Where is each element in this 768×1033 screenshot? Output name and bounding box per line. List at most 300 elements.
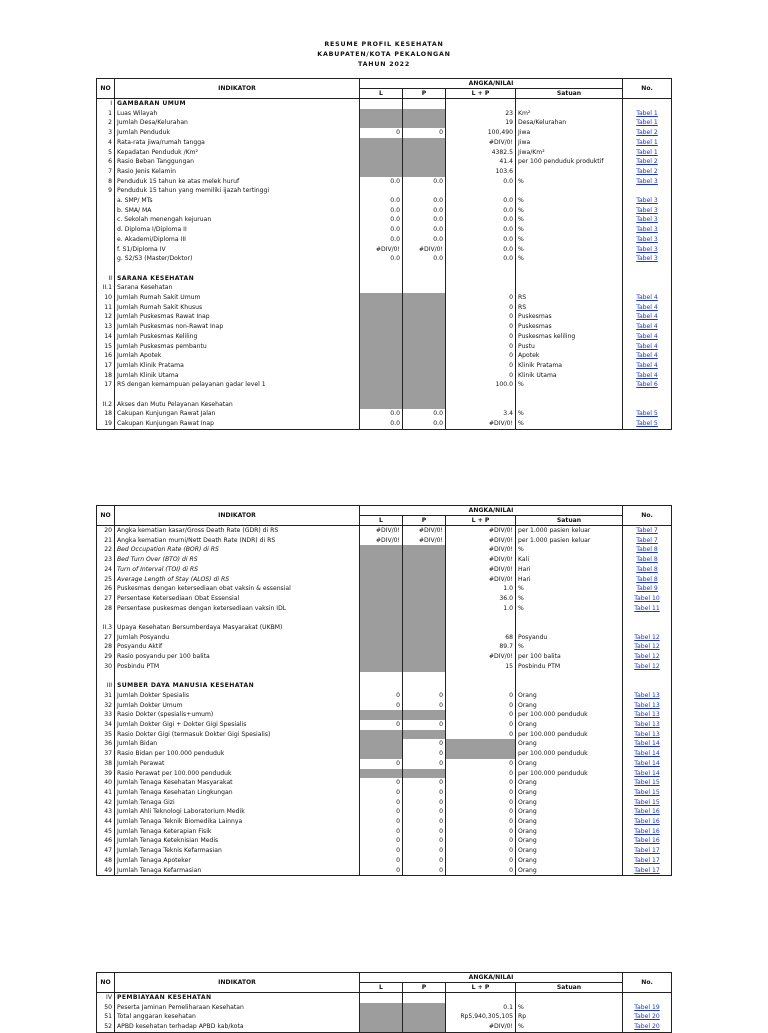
header-lampiran: No.: [623, 973, 672, 993]
row-indicator: Akses dan Mutu Pelayanan Kesehatan: [115, 400, 360, 410]
value-l: [360, 380, 403, 390]
row-indicator: Jumlah Apotek: [115, 351, 360, 361]
value-l: [360, 157, 403, 167]
row-indicator: Jumlah Tenaga Kesehatan Masyarakat: [115, 778, 360, 788]
value-satuan: per 100.000 penduduk: [516, 730, 623, 740]
table-row: [97, 565, 672, 575]
table-row: [97, 1003, 672, 1013]
lampiran-link[interactable]: Tabel 13: [623, 710, 672, 720]
row-number: [97, 390, 115, 400]
lampiran-link[interactable]: Tabel 4: [623, 312, 672, 322]
lampiran-link: [623, 672, 672, 682]
value-lp: 41.4: [446, 157, 516, 167]
table-row: [97, 652, 672, 662]
lampiran-link: [623, 623, 672, 633]
value-lp: [446, 400, 516, 410]
row-number: 7: [97, 167, 115, 177]
row-indicator: Jumlah Tenaga Teknik Biomedika Lainnya: [115, 817, 360, 827]
lampiran-link[interactable]: Tabel 19: [623, 1003, 672, 1013]
value-p: [403, 99, 446, 109]
lampiran-link[interactable]: Tabel 17: [623, 846, 672, 856]
table-row: [97, 993, 672, 1003]
row-number: 42: [97, 798, 115, 808]
row-number: 17: [97, 361, 115, 371]
value-lp: 0: [446, 778, 516, 788]
table-row: [97, 322, 672, 332]
row-indicator: [115, 390, 360, 400]
value-satuan: %: [516, 245, 623, 255]
table-row: [97, 380, 672, 390]
lampiran-link[interactable]: Tabel 16: [623, 827, 672, 837]
row-indicator: Rasio Perawat per 100.000 penduduk: [115, 769, 360, 779]
row-indicator: Sarana Kesehatan: [115, 283, 360, 293]
header-p: P: [403, 516, 446, 526]
table-row: [97, 303, 672, 313]
lampiran-link[interactable]: Tabel 11: [623, 604, 672, 614]
value-p: 0: [403, 836, 446, 846]
value-l: [360, 749, 403, 759]
value-lp: [446, 283, 516, 293]
value-lp: 100,490: [446, 128, 516, 138]
value-satuan: %: [516, 196, 623, 206]
row-indicator: Rasio posyandu per 100 balita: [115, 652, 360, 662]
table-row: [97, 254, 672, 264]
value-p: 0: [403, 749, 446, 759]
lampiran-link[interactable]: Tabel 8: [623, 545, 672, 555]
lampiran-link[interactable]: Tabel 4: [623, 342, 672, 352]
row-indicator: Peserta Jaminan Pemeliharaan Kesehatan: [115, 1003, 360, 1013]
value-l: [360, 1012, 403, 1022]
row-indicator: Cakupan Kunjungan Rawat Inap: [115, 419, 360, 429]
row-indicator: c. Sekolah menengah kejuruan: [115, 215, 360, 225]
value-lp: 0: [446, 293, 516, 303]
value-l: 0: [360, 866, 403, 876]
value-lp: 0: [446, 817, 516, 827]
table-row: [97, 148, 672, 158]
value-p: 0: [403, 846, 446, 856]
lampiran-link[interactable]: Tabel 20: [623, 1022, 672, 1032]
lampiran-link[interactable]: Tabel 3: [623, 196, 672, 206]
lampiran-link[interactable]: Tabel 10: [623, 594, 672, 604]
lampiran-link[interactable]: Tabel 15: [623, 798, 672, 808]
row-number: 49: [97, 866, 115, 876]
value-p: [403, 342, 446, 352]
table-section-2: [96, 505, 671, 876]
value-satuan: Jiwa: [516, 128, 623, 138]
table-row: [97, 730, 672, 740]
lampiran-link[interactable]: Tabel 4: [623, 293, 672, 303]
row-number: 20: [97, 526, 115, 536]
value-satuan: %: [516, 206, 623, 216]
value-satuan: [516, 274, 623, 284]
value-p: [403, 623, 446, 633]
row-number: 29: [97, 652, 115, 662]
value-l: [360, 283, 403, 293]
row-number: [97, 215, 115, 225]
value-p: 0: [403, 128, 446, 138]
lampiran-link[interactable]: Tabel 16: [623, 817, 672, 827]
row-indicator: Angka kematian murni/Nett Death Rate (NDR) di RS: [115, 536, 360, 546]
lampiran-link[interactable]: Tabel 1: [623, 109, 672, 119]
lampiran-link[interactable]: Tabel 17: [623, 856, 672, 866]
lampiran-link: [623, 681, 672, 691]
lampiran-link[interactable]: Tabel 12: [623, 652, 672, 662]
value-p: 0: [403, 798, 446, 808]
value-satuan: Posyandu: [516, 633, 623, 643]
lampiran-link[interactable]: Tabel 17: [623, 866, 672, 876]
row-number: 17: [97, 380, 115, 390]
value-l: 0.0: [360, 225, 403, 235]
value-l: [360, 342, 403, 352]
lampiran-link[interactable]: Tabel 3: [623, 235, 672, 245]
value-satuan: %: [516, 419, 623, 429]
row-number: 24: [97, 565, 115, 575]
lampiran-link: [623, 993, 672, 1003]
row-number: 21: [97, 536, 115, 546]
table-row: [97, 390, 672, 400]
lampiran-link[interactable]: Tabel 1: [623, 118, 672, 128]
lampiran-link[interactable]: Tabel 12: [623, 633, 672, 643]
value-satuan: [516, 681, 623, 691]
row-number: 1: [97, 109, 115, 119]
value-l: [360, 545, 403, 555]
value-satuan: %: [516, 225, 623, 235]
row-number: 12: [97, 312, 115, 322]
row-number: 35: [97, 730, 115, 740]
value-lp: 0.0: [446, 245, 516, 255]
table-row: [97, 613, 672, 623]
lampiran-link[interactable]: Tabel 12: [623, 662, 672, 672]
value-lp: 0.0: [446, 235, 516, 245]
value-satuan: per 100 penduduk produktif: [516, 157, 623, 167]
lampiran-link[interactable]: Tabel 9: [623, 584, 672, 594]
value-lp: 23: [446, 109, 516, 119]
value-l: [360, 652, 403, 662]
row-indicator: Bed Turn Over (BTO) di RS: [115, 555, 360, 565]
value-p: 0.0: [403, 215, 446, 225]
value-satuan: %: [516, 1022, 623, 1032]
header-p: P: [403, 89, 446, 99]
lampiran-link[interactable]: Tabel 4: [623, 322, 672, 332]
row-number: 37: [97, 749, 115, 759]
lampiran-link[interactable]: Tabel 14: [623, 759, 672, 769]
row-number: 19: [97, 419, 115, 429]
row-number: 47: [97, 846, 115, 856]
value-l: [360, 167, 403, 177]
row-number: [97, 245, 115, 255]
value-l: 0: [360, 856, 403, 866]
value-p: [403, 1012, 446, 1022]
row-number: I: [97, 99, 115, 109]
value-lp: #DIV/0!: [446, 138, 516, 148]
row-indicator: Jumlah Bidan: [115, 739, 360, 749]
row-number: 33: [97, 710, 115, 720]
table-row: [97, 739, 672, 749]
table-row: [97, 856, 672, 866]
value-lp: #DIV/0!: [446, 419, 516, 429]
row-number: [97, 235, 115, 245]
value-lp: [446, 749, 516, 759]
indicator-table: [96, 78, 672, 430]
row-indicator: GAMBARAN UMUM: [115, 99, 360, 109]
table-row: [97, 807, 672, 817]
row-indicator: Total anggaran kesehatan: [115, 1012, 360, 1022]
value-l: [360, 322, 403, 332]
row-number: 18: [97, 409, 115, 419]
header-angka-nilai: ANGKA/NILAI: [360, 79, 623, 89]
value-p: [403, 390, 446, 400]
row-number: 10: [97, 293, 115, 303]
value-l: [360, 312, 403, 322]
value-satuan: %: [516, 594, 623, 604]
value-satuan: Jiwa/Km²: [516, 148, 623, 158]
row-indicator: Average Length of Stay (ALOS) di RS: [115, 575, 360, 585]
lampiran-link[interactable]: Tabel 14: [623, 749, 672, 759]
lampiran-link: [623, 390, 672, 400]
value-satuan: Orang: [516, 866, 623, 876]
lampiran-link[interactable]: Tabel 8: [623, 555, 672, 565]
value-l: [360, 662, 403, 672]
lampiran-link[interactable]: Tabel 2: [623, 128, 672, 138]
lampiran-link[interactable]: Tabel 15: [623, 778, 672, 788]
lampiran-link[interactable]: Tabel 2: [623, 157, 672, 167]
lampiran-link[interactable]: Tabel 3: [623, 215, 672, 225]
lampiran-link[interactable]: Tabel 3: [623, 177, 672, 187]
row-number: III: [97, 681, 115, 691]
value-l: 0.0: [360, 235, 403, 245]
value-p: 0: [403, 788, 446, 798]
lampiran-link[interactable]: Tabel 12: [623, 642, 672, 652]
value-satuan: Rp: [516, 1012, 623, 1022]
row-indicator: Rasio Beban Tanggungan: [115, 157, 360, 167]
value-lp: 36.0: [446, 594, 516, 604]
row-indicator: Jumlah Tenaga Kesehatan Lingkungan: [115, 788, 360, 798]
lampiran-link[interactable]: Tabel 4: [623, 332, 672, 342]
value-lp: [446, 613, 516, 623]
row-number: 18: [97, 371, 115, 381]
value-satuan: [516, 993, 623, 1003]
table-row: [97, 332, 672, 342]
lampiran-link[interactable]: Tabel 3: [623, 254, 672, 264]
value-satuan: [516, 99, 623, 109]
row-indicator: b. SMA/ MA: [115, 206, 360, 216]
value-lp: 3.4: [446, 409, 516, 419]
table-row: [97, 798, 672, 808]
row-number: 46: [97, 836, 115, 846]
value-satuan: %: [516, 409, 623, 419]
lampiran-link: [623, 274, 672, 284]
value-satuan: Km²: [516, 109, 623, 119]
row-indicator: Persentase Ketersediaan Obat Essensial: [115, 594, 360, 604]
value-p: [403, 400, 446, 410]
value-lp: 0: [446, 836, 516, 846]
row-indicator: Cakupan Kunjungan Rawat Jalan: [115, 409, 360, 419]
row-indicator: Jumlah Tenaga Apoteker: [115, 856, 360, 866]
value-satuan: %: [516, 604, 623, 614]
row-indicator: SUMBER DAYA MANUSIA KESEHATAN: [115, 681, 360, 691]
lampiran-link[interactable]: Tabel 7: [623, 526, 672, 536]
value-p: #DIV/0!: [403, 526, 446, 536]
value-l: #DIV/0!: [360, 536, 403, 546]
lampiran-link[interactable]: Tabel 3: [623, 206, 672, 216]
lampiran-link[interactable]: Tabel 4: [623, 303, 672, 313]
value-l: [360, 604, 403, 614]
table-row: [97, 633, 672, 643]
lampiran-link[interactable]: Tabel 3: [623, 225, 672, 235]
value-satuan: [516, 167, 623, 177]
row-indicator: Jumlah Tenaga Keterapian Fisik: [115, 827, 360, 837]
lampiran-link[interactable]: Tabel 2: [623, 167, 672, 177]
value-lp: 89.7: [446, 642, 516, 652]
value-p: [403, 633, 446, 643]
table-row: [97, 526, 672, 536]
table-row: [97, 400, 672, 410]
lampiran-link: [623, 283, 672, 293]
value-lp: [446, 99, 516, 109]
value-l: 0: [360, 788, 403, 798]
table-row: [97, 206, 672, 216]
header-lp: L + P: [446, 516, 516, 526]
value-satuan: Hari: [516, 575, 623, 585]
lampiran-link[interactable]: Tabel 6: [623, 380, 672, 390]
value-l: [360, 642, 403, 652]
value-p: [403, 264, 446, 274]
lampiran-link[interactable]: Tabel 13: [623, 720, 672, 730]
row-indicator: d. Diploma I/Diploma II: [115, 225, 360, 235]
value-satuan: %: [516, 380, 623, 390]
value-lp: 0.0: [446, 225, 516, 235]
table-row: [97, 128, 672, 138]
lampiran-link[interactable]: Tabel 4: [623, 371, 672, 381]
lampiran-link: [623, 99, 672, 109]
header-indikator: INDIKATOR: [115, 79, 360, 99]
table-row: [97, 138, 672, 148]
row-indicator: [115, 613, 360, 623]
doc-title-1: RESUME PROFIL KESEHATAN: [324, 41, 444, 48]
value-satuan: %: [516, 215, 623, 225]
value-l: 0: [360, 701, 403, 711]
value-l: [360, 565, 403, 575]
value-l: [360, 138, 403, 148]
value-p: 0.0: [403, 419, 446, 429]
value-lp: 0: [446, 798, 516, 808]
value-l: [360, 109, 403, 119]
value-l: [360, 1003, 403, 1013]
value-p: [403, 109, 446, 119]
lampiran-link[interactable]: Tabel 14: [623, 739, 672, 749]
value-satuan: Puskesmas keliling: [516, 332, 623, 342]
row-number: 6: [97, 157, 115, 167]
lampiran-link[interactable]: Tabel 8: [623, 565, 672, 575]
header-satuan: Satuan: [516, 516, 623, 526]
row-number: 22: [97, 545, 115, 555]
lampiran-link[interactable]: Tabel 16: [623, 836, 672, 846]
value-satuan: Orang: [516, 788, 623, 798]
row-number: 43: [97, 807, 115, 817]
lampiran-link[interactable]: Tabel 3: [623, 245, 672, 255]
lampiran-link[interactable]: Tabel 13: [623, 701, 672, 711]
value-l: [360, 148, 403, 158]
table-row: [97, 157, 672, 167]
lampiran-link[interactable]: Tabel 15: [623, 788, 672, 798]
row-number: 30: [97, 662, 115, 672]
value-p: [403, 642, 446, 652]
value-lp: 0: [446, 730, 516, 740]
table-row: [97, 817, 672, 827]
value-lp: 15: [446, 662, 516, 672]
lampiran-link[interactable]: Tabel 8: [623, 575, 672, 585]
lampiran-link[interactable]: Tabel 16: [623, 807, 672, 817]
row-indicator: Rasio Jenis Kelamin: [115, 167, 360, 177]
value-lp: 100.0: [446, 380, 516, 390]
lampiran-link[interactable]: Tabel 13: [623, 730, 672, 740]
value-p: [403, 594, 446, 604]
lampiran-link[interactable]: Tabel 7: [623, 536, 672, 546]
row-number: 13: [97, 322, 115, 332]
value-satuan: Orang: [516, 836, 623, 846]
row-indicator: Jumlah Perawat: [115, 759, 360, 769]
value-p: 0: [403, 759, 446, 769]
value-satuan: per 100.000 penduduk: [516, 749, 623, 759]
lampiran-link[interactable]: Tabel 1: [623, 148, 672, 158]
lampiran-link[interactable]: Tabel 5: [623, 419, 672, 429]
lampiran-link[interactable]: Tabel 14: [623, 769, 672, 779]
row-number: 3: [97, 128, 115, 138]
lampiran-link[interactable]: Tabel 1: [623, 138, 672, 148]
value-l: [360, 555, 403, 565]
value-l: 0.0: [360, 254, 403, 264]
row-indicator: Posyandu Aktif: [115, 642, 360, 652]
table-row: [97, 196, 672, 206]
value-p: [403, 555, 446, 565]
value-satuan: %: [516, 642, 623, 652]
value-l: 0: [360, 128, 403, 138]
row-number: [97, 196, 115, 206]
lampiran-link[interactable]: Tabel 13: [623, 691, 672, 701]
value-p: [403, 575, 446, 585]
value-p: 0: [403, 739, 446, 749]
value-lp: 19: [446, 118, 516, 128]
value-lp: 0: [446, 361, 516, 371]
table-row: [97, 642, 672, 652]
row-indicator: Jumlah Dokter Gigi + Dokter Gigi Spesialis: [115, 720, 360, 730]
lampiran-link[interactable]: Tabel 4: [623, 361, 672, 371]
row-number: II.2: [97, 400, 115, 410]
header-lampiran: No.: [623, 506, 672, 526]
lampiran-link[interactable]: Tabel 5: [623, 409, 672, 419]
value-satuan: Orang: [516, 759, 623, 769]
row-number: 15: [97, 342, 115, 352]
value-l: [360, 633, 403, 643]
value-l: 0.0: [360, 196, 403, 206]
table-row: [97, 283, 672, 293]
lampiran-link[interactable]: Tabel 4: [623, 351, 672, 361]
value-p: [403, 312, 446, 322]
lampiran-link[interactable]: Tabel 20: [623, 1012, 672, 1022]
header-lp: L + P: [446, 89, 516, 99]
value-p: [403, 730, 446, 740]
row-number: 27: [97, 594, 115, 604]
lampiran-link: [623, 186, 672, 196]
value-p: 0: [403, 691, 446, 701]
lampiran-link: [623, 613, 672, 623]
table-row: [97, 118, 672, 128]
header-no: NO: [97, 79, 115, 99]
table-row: [97, 749, 672, 759]
indicator-table: [96, 505, 672, 876]
value-l: [360, 613, 403, 623]
value-l: [360, 303, 403, 313]
